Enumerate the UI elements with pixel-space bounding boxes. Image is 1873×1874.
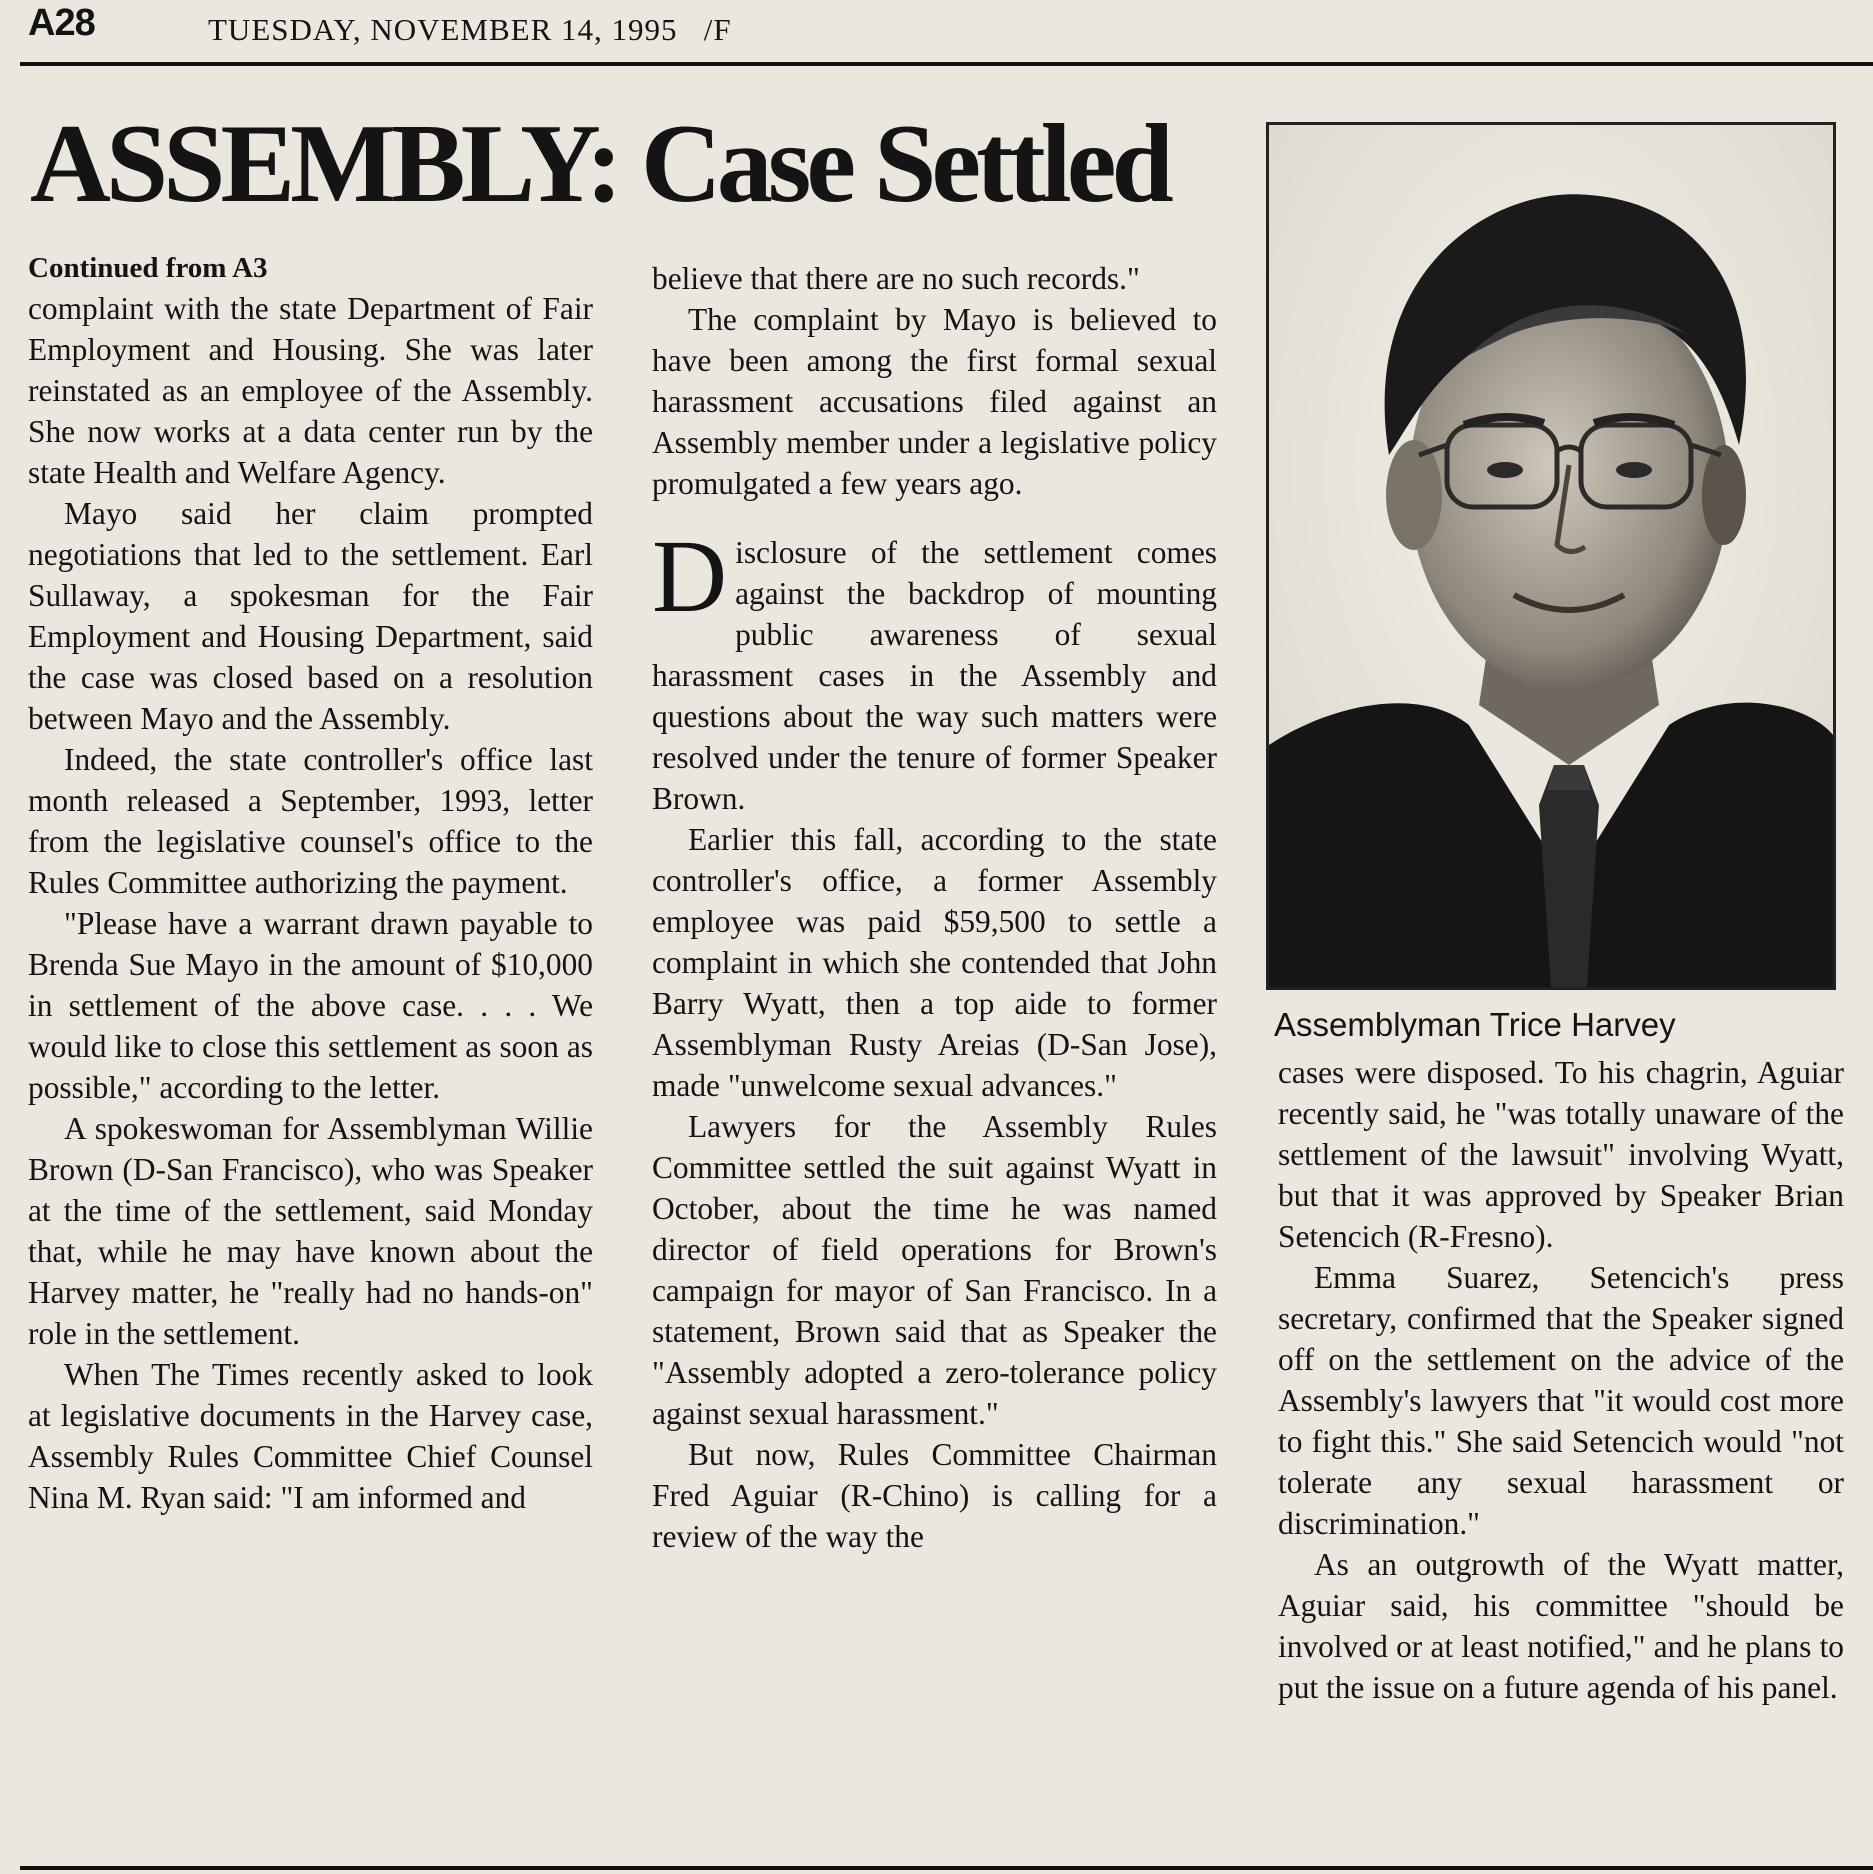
paragraph: The complaint by Mayo is believed to have been among the first formal sexual harassment accusations filed against an Assembly member under a legislative policy promulgated a few years ago. xyxy=(652,302,1217,501)
paragraph: Indeed, the state controller's office last month released a September, 1993, letter from the legislative counsel's office to the Rules Committee authorizing the payment. xyxy=(28,742,593,900)
paragraph: A spokeswoman for Assemblyman Willie Brown (D-San Francisco), who was Speaker at the time of the settlement, said Monday that, while he may have known about the Harvey matter, he "really had no hands-on" role in the settlement. xyxy=(28,1111,593,1351)
footer-rule xyxy=(20,1866,1873,1870)
paragraph: Earlier this fall, according to the state controller's office, a former Assembly employee was paid $59,500 to settle a complaint in which she contended that John Barry Wyatt, then a top aide to former Assemblyman Rusty Areias (D-San Jose), made "unwelcome sexual advances." xyxy=(652,822,1217,1103)
paragraph: But now, Rules Committee Chairman Fred Aguiar (R-Chino) is calling for a review of the way the xyxy=(652,1437,1217,1554)
portrait-photo xyxy=(1266,122,1836,990)
page-header xyxy=(28,2,1873,64)
portrait-illustration xyxy=(1269,125,1833,987)
paragraph: Mayo said her claim prompted negotiations that led to the settlement. Earl Sullaway, a spokesman for the Fair Employment and Housing Department, said the case was closed based on a resolution between Mayo and the Assembly. xyxy=(28,496,593,736)
headline: ASSEMBLY: Case Settled xyxy=(30,102,1169,226)
section-break xyxy=(652,504,1217,532)
paragraph: cases were disposed. To his chagrin, Aguiar recently said, he "was totally unaware of the settlement of the lawsuit" involving Wyatt, but that it was approved by Speaker Brian Setencich (R-Fresno). xyxy=(1278,1055,1844,1254)
paragraph: believe that there are no such records." xyxy=(652,261,1140,296)
article-column-2 xyxy=(652,258,1217,1557)
page-number: A28 xyxy=(28,2,95,44)
edition-mark: /F xyxy=(703,12,732,47)
dropcap-paragraph: Disclosure of the settlement comes against the backdrop of mounting public awareness of sexual harassment cases in the Assembly and questions about the way such matters were resolved under the tenure of former Speaker Brown. xyxy=(652,519,1217,816)
photo-caption: Assemblyman Trice Harvey xyxy=(1274,1006,1676,1043)
paragraph: Lawyers for the Assembly Rules Committee settled the suit against Wyatt in October, about the time he was named director of field operations for Brown's campaign for mayor of San Francisco. In a statement, Brown said that as Speaker the "Assembly adopted a zero-tolerance policy against sexual harassment." xyxy=(652,1109,1217,1431)
paragraph: "Please have a warrant drawn payable to Brenda Sue Mayo in the amount of $10,000 in settlement of the above case. . . . We would like to close this settlement as soon as possible," according to the letter. xyxy=(28,906,593,1105)
date-line: TUESDAY, NOVEMBER 14, 1995 /F xyxy=(208,12,732,47)
continued-from-label: Continued from A3 xyxy=(28,252,268,284)
paragraph: When The Times recently asked to look at legislative documents in the Harvey case, Assembly Rules Committee Chief Counsel Nina M. Ryan said: "I am informed and xyxy=(28,1357,593,1515)
drop-cap: D xyxy=(652,519,728,634)
paragraph: As an outgrowth of the Wyatt matter, Aguiar said, his committee "should be involved or at least notified," and he plans to put the issue on a future agenda of his panel. xyxy=(1278,1547,1844,1705)
article-column-3 xyxy=(1278,1052,1844,1708)
paragraph: Emma Suarez, Setencich's press secretary, confirmed that the Speaker signed off on the settlement on the advice of the Assembly's lawyers that "it would cost more to fight this." She said Setencich would "not tolerate any sexual harassment or discrimination." xyxy=(1278,1260,1844,1541)
header-rule xyxy=(20,62,1873,66)
paragraph: complaint with the state Department of Fair Employment and Housing. She was later reinstated as an employee of the Assembly. She now works at a data center run by the state Health and Welfare Agency. xyxy=(28,291,593,490)
article-column-1 xyxy=(28,248,593,1518)
